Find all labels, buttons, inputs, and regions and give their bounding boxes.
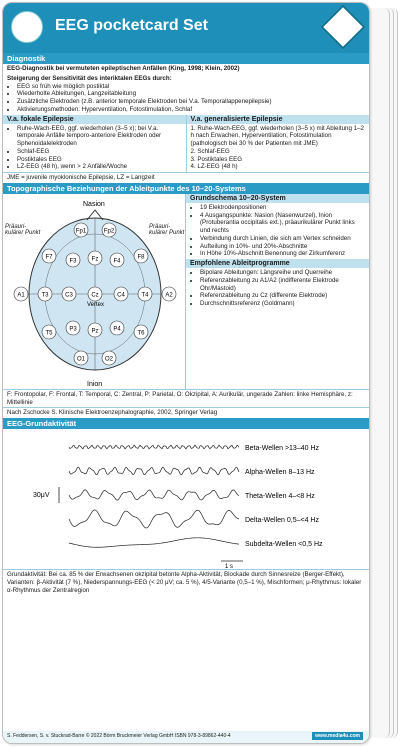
electrode-label: Fz <box>91 256 99 263</box>
list-item: • In Höhe 10%-Abschnitt Benennung der Zirkumferenz <box>200 250 365 258</box>
eeg-waves-svg <box>3 429 369 569</box>
electrode-label: F4 <box>113 258 121 265</box>
list-item: • Ruhe-Wach-EEG, ggf. wiederholen (3–5 x); bei V.a. temporale Anfälle temporo-anteriore Elektroden oder Sphenoidalelektroden <box>17 125 182 148</box>
inion-label: Inion <box>87 380 103 388</box>
card-title: EEG pocketcard Set <box>55 17 208 34</box>
topo-row <box>3 194 369 389</box>
list-item: • Schlaf-EEG <box>17 148 182 156</box>
list-item: • EEG so früh wie möglich postiktal <box>17 83 365 91</box>
electrode-label: O2 <box>104 356 114 363</box>
list-item: • Durchschnittsreferenz (Goldmann) <box>200 300 365 308</box>
generalisiert-heading: V.a. generalisierte Epilepsie <box>187 115 370 124</box>
wave-label: Delta-Wellen 0,5–<4 Hz <box>245 517 319 524</box>
list-item: 1. Ruhe-Wach-EEG, ggf. wiederholen (3–5 x) mit Ableitung 1–2 h nach Erwachen, Hyperventilation, Fotostimulation (pathologisch bei 30 % der Patienten mit JME) <box>190 124 364 147</box>
electrode-label: T3 <box>41 292 49 299</box>
right-preauricular-label: Präauri-kulärer Punkt <box>149 223 185 236</box>
card-footer <box>3 731 369 743</box>
list-item: • 4 Ausgangspunkte: Nasion (Nasenwurzel), Inion (Protuberantia occipitalis ext.), präaurikulärer Punkt links und rechts <box>200 212 365 235</box>
list-item: • Referenzableitung zu A1/A2 (indifferente Elektrode Ohr/Mastoid) <box>200 277 365 293</box>
nasion-label: Nasion <box>83 200 105 208</box>
scale-label: 30μV <box>33 492 50 499</box>
diagnostik-intro: EEG-Diagnostik bei vermuteten epileptischen Anfällen (King, 1998; Klein, 2002) <box>7 65 240 72</box>
electrode-label: F3 <box>69 258 77 265</box>
wave-label: Alpha-Wellen 8–13 Hz <box>245 469 315 476</box>
head-diagram <box>3 194 185 389</box>
electrode-label: Fp1 <box>75 228 87 235</box>
wave-trace <box>69 467 239 475</box>
section-grundaktivitaet: EEG-Grundaktivität <box>3 418 369 429</box>
wave-trace <box>69 538 239 547</box>
fokal-heading: V.a. fokale Epilepsie <box>3 115 186 124</box>
list-item: • Postiktales EEG <box>17 156 182 164</box>
topo-source: Nach Zschocke S. Klinische Elektroenzephalographie, 2002, Springer Verlag <box>3 407 369 418</box>
grundaktivitaet-text: Grundaktivität: Bei ca. 85 % der Erwachsenen okzipital betonte Alpha-Aktivität, Blockade durch Sinnesreize (Berger-Effekt), Varianten: β-Aktivität (7 %), Niederspannungs-EEG (< 20 μV; ca. 5 %), 4/5-Variante (0,5–1 %), Mischformen; μ-Rhythmus: lokaler α-Rhythmus der Zentralregion <box>3 569 369 595</box>
electrode-label: A2 <box>165 292 173 299</box>
wave-label: Theta-Wellen 4–<8 Hz <box>245 493 315 500</box>
list-item: 3. Postiktales EEG <box>190 155 243 163</box>
vertex-label: Vertex <box>87 301 105 308</box>
electrode-label: Pz <box>91 328 99 335</box>
ableitprogramme-heading: Empfohlene Ableitprogramme <box>186 259 369 268</box>
publisher-logo <box>320 4 365 49</box>
electrode-label: C3 <box>65 292 73 299</box>
list-item: • Aktivierungsmethoden: Hyperventilation, Fotostimulation, Schlaf <box>17 106 365 114</box>
list-item: • Wiederholte Ableitungen, Langzeitableitung <box>17 90 365 98</box>
eeg-waves <box>3 429 369 569</box>
wave-trace <box>69 490 239 500</box>
electrode-label: P3 <box>69 326 77 333</box>
section-topographie: Topographische Beziehungen der Ableitpunkte des 10–20-Systems <box>3 183 369 194</box>
left-preauricular-label: Präauri-kulärer Punkt <box>5 223 41 236</box>
copyright: S. Feddersen, S. v. Stuckrad-Barre © 2022 Börm Bruckmeier Verlag GmbH ISBN 978-3-89862-440-4 <box>7 733 231 739</box>
wave-trace <box>69 510 239 528</box>
electrode-label: O1 <box>76 356 86 363</box>
time-bar-label: 1 s <box>225 564 234 569</box>
electrode-label: Fp2 <box>103 228 115 235</box>
electrode-label: Cz <box>91 292 99 299</box>
card-stack-edges <box>370 8 400 738</box>
electrode-label: A1 <box>17 292 25 299</box>
wave-label: Beta-Wellen >13–40 Hz <box>245 445 319 452</box>
list-item: • Aufteilung in 10%- und 20%-Abschnitte <box>200 243 365 251</box>
list-item: • Zusätzliche Elektroden (z.B. anterior temporale Elektroden bei V.a. Temporallappenepilepsie) <box>17 98 365 106</box>
diagnostik-steigerung: Steigerung der Sensitivität des interiktalen EEGs durch: • EEG so früh wie möglich postiktal • Wiederholte Ableitungen, Langzeitableitung • Zusätzliche Elektroden (z.B. anterior temporale Elektroden bei V.a. Temporallappenepilepsie) • Aktivierungsmethoden: Hyperventilation, Fotostimulation, Schlaf <box>3 74 369 115</box>
electrode-label: F8 <box>137 254 145 261</box>
diagnostik-columns <box>3 115 369 173</box>
list-item: 4. LZ-EEG (48 h) <box>190 163 238 171</box>
punch-hole <box>11 11 43 43</box>
electrode-label: T5 <box>45 330 53 337</box>
electrode-label: C4 <box>117 292 125 299</box>
electrode-label: T4 <box>141 292 149 299</box>
grundschema-heading: Grundschema 10–20-System <box>186 194 369 203</box>
brand-url: www.media4u.com <box>312 732 363 740</box>
list-item: • 19 Elektrodenpositionen <box>200 204 365 212</box>
electrode-label: F7 <box>45 254 53 261</box>
section-diagnostik: Diagnostik <box>3 53 369 64</box>
list-item: 2. Schlaf-EEG <box>190 147 230 155</box>
electrode-label: T6 <box>137 330 145 337</box>
list-item: • Referenzableitung zu Cz (differente Elektrode) <box>200 292 365 300</box>
abbreviations: JME = juvenile myoklonische Epilepsie, LZ = Langzeit <box>3 172 369 183</box>
list-item: • Verbindung durch Linien, die sich am Vertex schneiden <box>200 235 365 243</box>
list-item: • LZ-EEG (48 h), wenn > 2 Anfälle/Woche <box>17 163 182 171</box>
list-item: • Bipolare Ableitungen: Längsreihe und Querreihe <box>200 269 365 277</box>
wave-label: Subdelta-Wellen <0,5 Hz <box>245 541 323 548</box>
pocketcard <box>2 2 370 744</box>
card-header <box>3 3 369 53</box>
topo-legend: F: Frontopolar, F: Frontal, T: Temporal, C: Zentral, P: Parietal, O: Okzipital, A: Aurikulär, ungerade Zahlen: linke Hemisphäre, z: Mittellinie <box>3 389 369 408</box>
wave-trace <box>69 445 239 449</box>
electrode-label: P4 <box>113 326 121 333</box>
